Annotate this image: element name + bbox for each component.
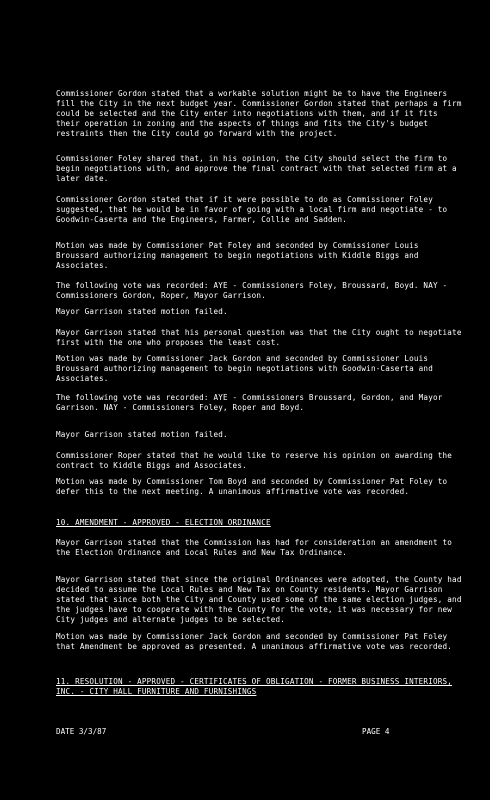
paragraph-7: Mayor Garrison stated that his personal question was that the City ought to negotiate first with the one who proposes the least cost. [56,328,462,347]
paragraph-13: Mayor Garrison stated that the Commission has had for consideration an amendment to the Election Ordinance and Local Rules and New Tax Ordinance. [56,538,453,557]
paragraph-9: The following vote was recorded: AYE - Commissioners Broussard, Gordon, and Mayor Garrison. NAY - Commissioners Foley, Roper and Boyd. [56,393,443,412]
footer-date: DATE 3/3/87 [56,727,107,736]
section-heading-11: 11. RESOLUTION - APPROVED - CERTIFICATES OF OBLIGATION - FORMER BUSINESS INTERIORS, INC. - CITY HALL FURNITURE AND FURNISHINGS [56,677,453,696]
paragraph-8: Motion was made by Commissioner Jack Gordon and seconded by Commissioner Louis Broussard authorizing management to begin negotiations with Goodwin-Caserta and Associates. [56,354,433,383]
paragraph-6: Mayor Garrison stated motion failed. [56,307,228,316]
paragraph-2: Commissioner Foley shared that, in his opinion, the City should select the firm to begin negotiations with, and approve the final contract with that selected firm at a later date. [56,154,457,183]
paragraph-14: Mayor Garrison stated that since the original Ordinances were adopted, the County had decided to assume the Local Rules and New Tax on County residents. Mayor Garrison stated that since both the City and County used some of the same election judges, and the judges have to cooperate with the County for the vote, it was necessary for new City judges and alternate judges to be selected. [56,575,462,624]
paragraph-12: Motion was made by Commissioner Tom Boyd and seconded by Commissioner Pat Foley to defer this to the next meeting. A unanimous affirmative vote was recorded. [56,477,448,496]
paragraph-1: Commissioner Gordon stated that a workable solution might be to have the Engineers fill the City in the next budget year. Commissioner Gordon stated that perhaps a firm could be selected and the City enter into negotiations with them, and if it fits their operation in zoning and the aspects of things and fits the City's budget restraints then the City could go forward with the project. [56,89,462,138]
footer-page-number: PAGE 4 [362,727,390,736]
paragraph-4: Motion was made by Commissioner Pat Foley and seconded by Commissioner Louis Broussard authorizing management to begin negotiations with Kiddle Biggs and Associates. [56,241,419,270]
paragraph-15: Motion was made by Commissioner Jack Gordon and seconded by Commissioner Pat Foley that Amendment be approved as presented. A unanimous affirmative vote was recorded. [56,632,453,651]
section-heading-10: 10. AMENDMENT - APPROVED - ELECTION ORDINANCE [56,518,271,527]
paragraph-3: Commissioner Gordon stated that if it were possible to do as Commissioner Foley suggested, that he would be in favor of going with a local firm and negotiate - to Goodwin-Caserta and the Engineers, Farmer, Collie and Sadden. [56,195,448,224]
paragraph-10: Mayor Garrison stated motion failed. [56,430,228,439]
paragraph-11: Commissioner Roper stated that he would like to reserve his opinion on awarding the contract to Kiddle Biggs and Associates. [56,451,453,470]
paragraph-5: The following vote was recorded: AYE - Commissioners Foley, Broussard, Boyd. NAY - Commissioners Gordon, Roper, Mayor Garrison. [56,281,448,300]
